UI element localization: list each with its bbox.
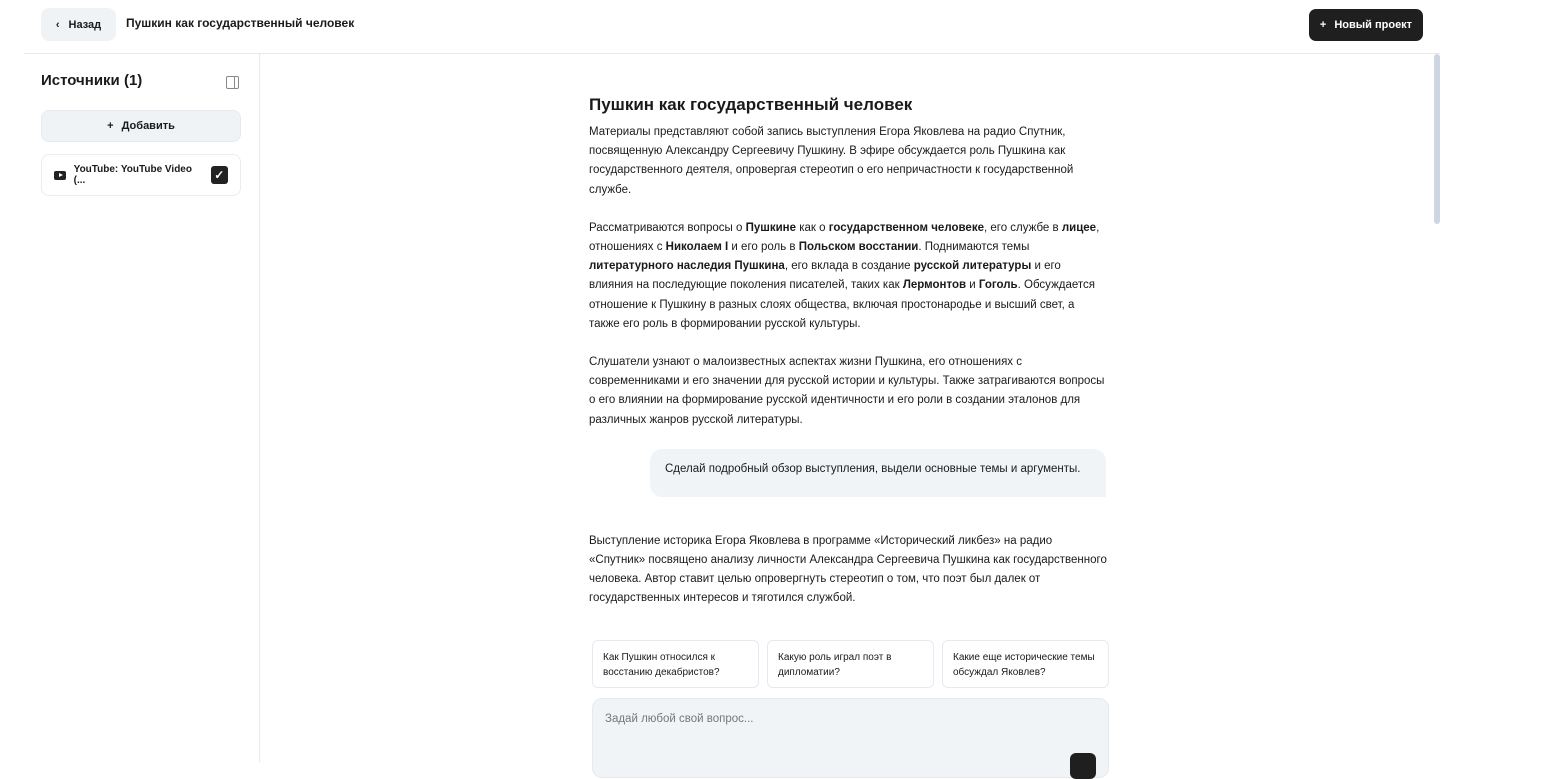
source-item[interactable]: [41, 154, 241, 196]
youtube-icon: [54, 171, 66, 180]
new-project-button[interactable]: + Новый проект: [1309, 9, 1423, 41]
sources-sidebar: [24, 54, 260, 762]
chat-content: [589, 95, 1109, 628]
source-label: YouTube: YouTube Video (...: [73, 164, 192, 186]
back-button[interactable]: ‹ Назад: [41, 8, 116, 41]
checkbox-checked-icon[interactable]: ✓: [211, 166, 228, 184]
add-source-button[interactable]: + Добавить: [41, 110, 241, 142]
summary-paragraph: Слушатели узнают о малоизвестных аспектах жизни Пушкина, его отношениях с современниками и его значении для русской истории и культуры. Также затрагиваются вопросы о его влиянии на формирование русской идентичности и его роли в создании эталонов для различных жанров русской литературы.: [589, 356, 1105, 426]
top-bar: [24, 0, 1440, 54]
sources-title: Источники (1): [41, 72, 143, 89]
project-title: Пушкин как государственный человек: [126, 16, 355, 30]
suggestion-button[interactable]: Как Пушкин относился к восстанию декабристов?: [592, 640, 759, 688]
plus-icon: +: [107, 120, 114, 132]
send-button[interactable]: [1070, 753, 1096, 779]
scrollbar[interactable]: [1434, 54, 1440, 224]
plus-icon: +: [1319, 19, 1327, 31]
suggestion-button[interactable]: Какие еще исторические темы обсуждал Яковлев?: [942, 640, 1109, 688]
collapse-panel-icon[interactable]: [226, 76, 239, 89]
suggestion-button[interactable]: Какую роль играл поэт в дипломатии?: [767, 640, 934, 688]
summary-paragraph: Рассматриваются вопросы о Пушкине как о государственном человеке, его службе в лицее, отношениях с Николаем I и его роль в Польском восстании. Поднимаются темы литературного наследия Пушкина, его вклада в создание русской литературы и его влияния на последующие поколения писателей, таких как Лермонтов и Гоголь. Обсуждается отношение к Пушкину в разных слоях общества, включая простонародье и высший свет, а также его роль в формировании русской культуры.: [589, 221, 1100, 330]
user-message: Сделай подробный обзор выступления, выдели основные темы и аргументы.: [650, 449, 1106, 497]
summary-title: Пушкин как государственный человек: [589, 95, 913, 114]
input-placeholder: Задай любой свой вопрос...: [605, 713, 754, 725]
summary-paragraph: Материалы представляют собой запись выступления Егора Яковлева на радио Спутник, посвященную Александру Сергеевичу Пушкину. В эфире обсуждается роль Пушкина как государственного деятеля, опровергая стереотип о его непричастности к государственной службе.: [589, 126, 1074, 196]
assistant-answer: Выступление историка Егора Яковлева в программе «Исторический ликбез» на радио «Спутник» посвящено анализу личности Александра Сергеевича Пушкина как государственного человека. Автор ставит целью опровергнуть стереотип о том, что поэт был далек от государственных интересов и тяготился службой.: [589, 534, 1107, 605]
chevron-left-icon: ‹: [55, 18, 60, 31]
question-input[interactable]: [592, 698, 1109, 778]
